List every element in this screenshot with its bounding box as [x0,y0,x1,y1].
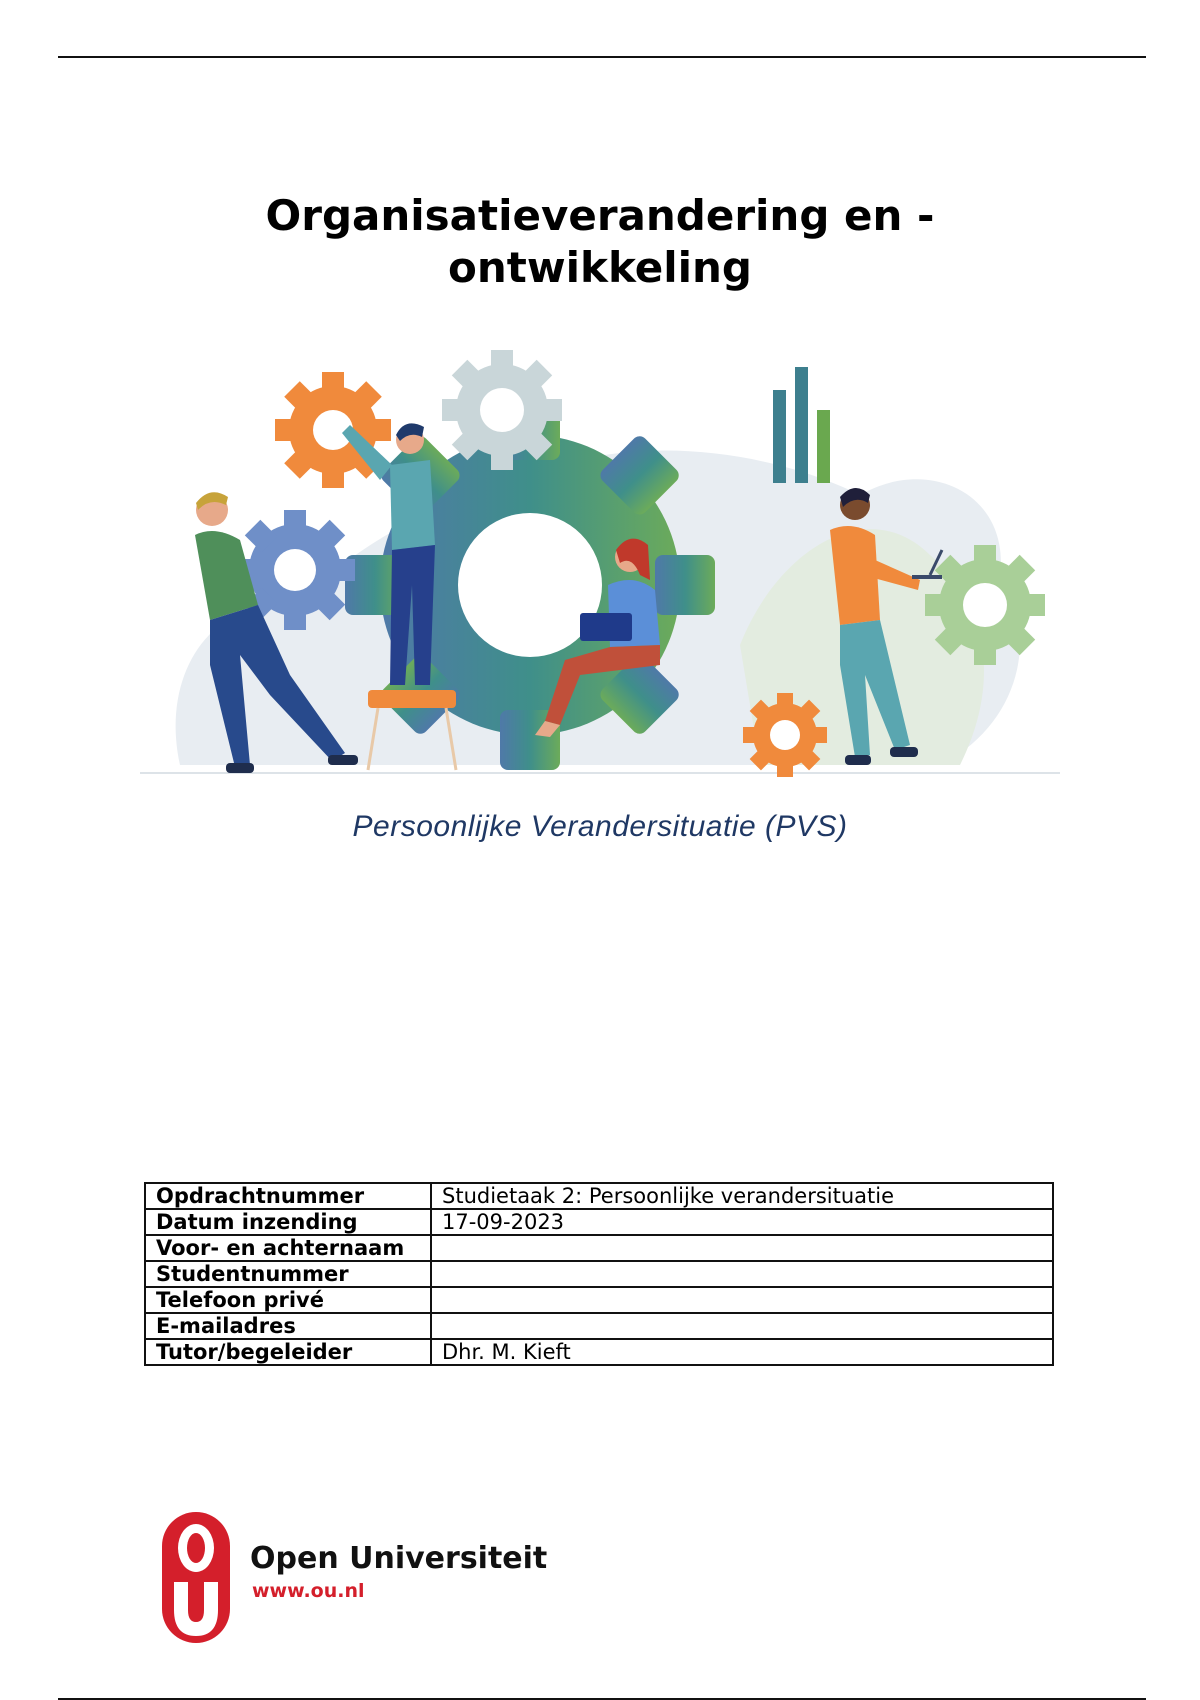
logo-name: Open Universiteit [250,1541,548,1576]
title-line-2: ontwikkeling [447,243,752,292]
table-row [145,1235,1053,1261]
table-row [145,1183,1053,1209]
row-label: Voor- en achternaam [145,1235,431,1261]
row-value [431,1287,1053,1313]
page-title [0,190,1200,294]
title-line-1: Organisatieverandering en - [265,191,935,240]
row-value: 17-09-2023 [431,1209,1053,1235]
row-value [431,1313,1053,1339]
row-label: Telefoon privé [145,1287,431,1313]
teamwork-gears-illustration [140,345,1060,785]
logo-url[interactable]: www.ou.nl [252,1580,365,1602]
submission-info-table [144,1182,1054,1366]
row-label: Datum inzending [145,1209,431,1235]
row-label: E-mailadres [145,1313,431,1339]
row-value: Dhr. M. Kieft [431,1339,1053,1365]
table-row [145,1339,1053,1365]
row-value: Studietaak 2: Persoonlijke verandersituatie [431,1183,1053,1209]
row-value [431,1261,1053,1287]
row-label: Studentnummer [145,1261,431,1287]
table-row [145,1209,1053,1235]
table-row [145,1261,1053,1287]
header-rule [58,56,1146,58]
row-label: Opdrachtnummer [145,1183,431,1209]
document-subtitle: Persoonlijke Verandersituatie (PVS) [352,810,848,843]
table-row [145,1313,1053,1339]
open-universiteit-logo-icon [160,1510,540,1645]
row-value [431,1235,1053,1261]
row-label: Tutor/begeleider [145,1339,431,1365]
table-row [145,1287,1053,1313]
